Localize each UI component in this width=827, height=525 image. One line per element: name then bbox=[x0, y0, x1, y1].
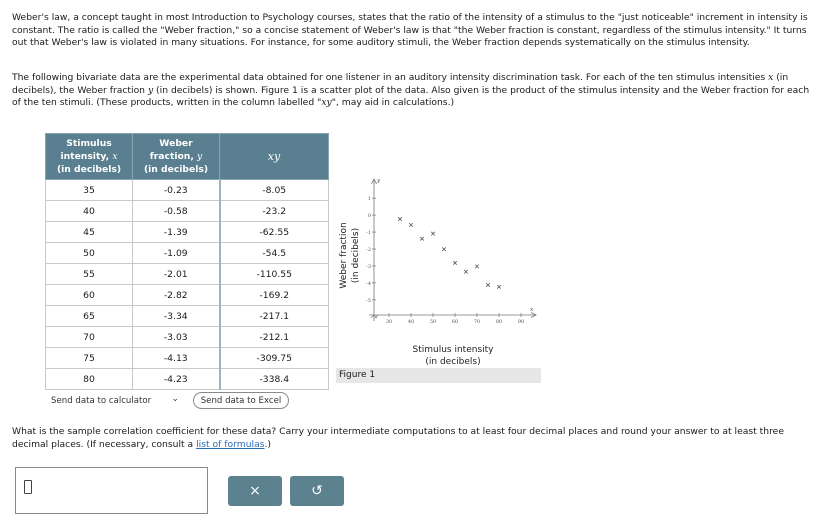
data-point bbox=[464, 270, 468, 274]
table-row bbox=[46, 222, 329, 243]
cell-x: 35 bbox=[46, 180, 133, 201]
cell-x: 40 bbox=[46, 201, 133, 222]
header-weber-fraction bbox=[133, 134, 220, 180]
x-axis-title-line1: Stimulus intensity bbox=[412, 345, 494, 355]
data-point bbox=[453, 261, 457, 265]
x-tick-label: 30 bbox=[385, 319, 393, 325]
x-tick-label: 80 bbox=[495, 319, 503, 325]
cell-xy: -8.05 bbox=[220, 180, 329, 201]
header-stimulus-intensity bbox=[46, 134, 133, 180]
question-text bbox=[12, 426, 820, 451]
intro-text: (in decibels) is shown. Figure 1 is a scatter plot of the data. Also given is the product of the stimulus intensity and the Weber fraction for each of the ten stimuli. (These products, written in the column labelled " bbox=[12, 84, 810, 109]
y-axis-var: y bbox=[377, 178, 381, 184]
data-point bbox=[431, 232, 435, 236]
var-xy: xy bbox=[321, 97, 332, 109]
header-xy: xy bbox=[220, 134, 329, 180]
cell-y: -0.58 bbox=[133, 201, 220, 222]
data-point bbox=[409, 223, 413, 227]
var-y: y bbox=[147, 84, 154, 96]
cell-x: 75 bbox=[46, 348, 133, 369]
cell-x: 70 bbox=[46, 327, 133, 348]
data-point bbox=[475, 265, 479, 269]
question-text-part: What is the sample correlation coefficient for these data? Carry your intermediate computations to at least four decimal places and round your answer to at least three decimal places. (If necessary, consult a bbox=[12, 426, 784, 450]
y-tick-label: -2 bbox=[366, 247, 371, 253]
header-var: x bbox=[112, 151, 118, 162]
header-text: (in decibels) bbox=[56, 164, 122, 175]
table-row bbox=[46, 327, 329, 348]
y-tick-label: -5 bbox=[366, 297, 371, 304]
y-tick-label: 0 bbox=[367, 213, 371, 220]
send-calculator-label: Send data to calculator bbox=[51, 395, 152, 406]
header-text: (in decibels) bbox=[143, 164, 209, 175]
cell-y: -2.01 bbox=[133, 264, 220, 285]
cell-y: -3.03 bbox=[133, 327, 220, 348]
cell-y: -1.39 bbox=[133, 222, 220, 243]
cell-x: 55 bbox=[46, 264, 133, 285]
var-x: x bbox=[768, 72, 774, 83]
undo-button[interactable]: ↺ bbox=[290, 476, 344, 506]
cell-y: -4.23 bbox=[133, 369, 220, 390]
plot-points bbox=[398, 217, 501, 288]
data-table bbox=[45, 133, 329, 390]
cell-xy: -338.4 bbox=[220, 369, 329, 390]
send-to-excel-button[interactable]: Send data to Excel bbox=[193, 392, 289, 409]
cell-xy: -309.75 bbox=[220, 348, 329, 369]
table-row bbox=[46, 369, 329, 390]
data-point bbox=[420, 237, 424, 241]
table-row bbox=[46, 243, 329, 264]
intro-text: ", may aid in calculations.) bbox=[331, 97, 455, 109]
send-to-calculator-dropdown[interactable] bbox=[45, 392, 185, 409]
cell-x: 60 bbox=[46, 285, 133, 306]
x-axis-var: x bbox=[530, 307, 534, 313]
intro-text: The following bivariate data are the experimental data obtained for one listener in an auditory intensity discrimination task. For each of the ten stimulus intensities bbox=[12, 72, 769, 83]
list-of-formulas-link[interactable]: list of formulas bbox=[196, 438, 265, 450]
intro-paragraph-2 bbox=[12, 72, 820, 110]
table-row bbox=[46, 285, 329, 306]
data-point bbox=[497, 285, 501, 289]
table-row bbox=[46, 306, 329, 327]
data-point bbox=[398, 217, 402, 221]
header-var: y bbox=[197, 151, 203, 162]
table-row bbox=[46, 348, 329, 369]
data-point bbox=[486, 283, 490, 287]
question-text-part: .) bbox=[264, 438, 272, 450]
cell-xy: -62.55 bbox=[220, 222, 329, 243]
cell-x: 65 bbox=[46, 306, 133, 327]
cell-xy: -169.2 bbox=[220, 285, 329, 306]
y-tick-label: -3 bbox=[366, 263, 371, 270]
plot-labels bbox=[339, 178, 534, 367]
cell-y: -3.34 bbox=[133, 306, 220, 327]
cell-x: 45 bbox=[46, 222, 133, 243]
data-point bbox=[442, 247, 446, 251]
table-row bbox=[46, 201, 329, 222]
x-tick-label: 60 bbox=[451, 319, 459, 325]
cell-y: -4.13 bbox=[133, 348, 220, 369]
plot-axes bbox=[369, 179, 536, 321]
cell-xy: -110.55 bbox=[220, 264, 329, 285]
chevron-down-icon: ⌄ bbox=[171, 394, 179, 404]
cell-x: 80 bbox=[46, 369, 133, 390]
cell-y: -2.82 bbox=[133, 285, 220, 306]
figure-caption: Figure 1 bbox=[336, 368, 541, 383]
axis-break-mark bbox=[371, 315, 378, 318]
header-text: Stimulus bbox=[66, 138, 112, 149]
header-text: intensity, bbox=[60, 151, 113, 162]
x-tick-label: 90 bbox=[517, 319, 525, 325]
intro-paragraph-1: Weber's law, a concept taught in most Introduction to Psychology courses, states that the ratio of the intensity of a stimulus to the "just noticeable" increment in intensity is constant. The ratio is called the "Weber fraction," so a concise statement of Weber's law is that "the Weber fraction is constant, regardless of the stimulus intensity." It turns out that Weber's law is violated in many situations. For instance, for some auditory stimuli, the Weber fraction depends systematically on the stimulus intensity. bbox=[12, 12, 808, 49]
input-cursor-icon bbox=[24, 480, 32, 494]
clear-button[interactable]: × bbox=[228, 476, 282, 506]
cell-y: -1.09 bbox=[133, 243, 220, 264]
x-tick-label: 50 bbox=[429, 319, 437, 325]
y-tick-label: -1 bbox=[366, 230, 371, 237]
x-tick-label: 70 bbox=[473, 319, 481, 325]
y-axis-title-line1: Weber fraction bbox=[339, 222, 349, 289]
cell-xy: -217.1 bbox=[220, 306, 329, 327]
y-tick-label: 1 bbox=[367, 196, 371, 203]
cell-y: -0.23 bbox=[133, 180, 220, 201]
table-row bbox=[46, 180, 329, 201]
cell-xy: -54.5 bbox=[220, 243, 329, 264]
header-text: Weber bbox=[159, 138, 193, 149]
table-row bbox=[46, 264, 329, 285]
cell-xy: -23.2 bbox=[220, 201, 329, 222]
y-axis-title-line2: (in decibels) bbox=[351, 227, 361, 284]
scatter-plot bbox=[336, 170, 548, 370]
answer-input[interactable] bbox=[15, 467, 208, 514]
cell-x: 50 bbox=[46, 243, 133, 264]
intro-text: (in decibels), the Weber fraction bbox=[12, 72, 789, 96]
y-tick-label: -4 bbox=[366, 280, 371, 287]
header-text: fraction, bbox=[149, 151, 198, 162]
x-tick-label: 40 bbox=[407, 319, 415, 325]
cell-xy: -212.1 bbox=[220, 327, 329, 348]
x-axis-title-line2: (in decibels) bbox=[425, 357, 481, 367]
